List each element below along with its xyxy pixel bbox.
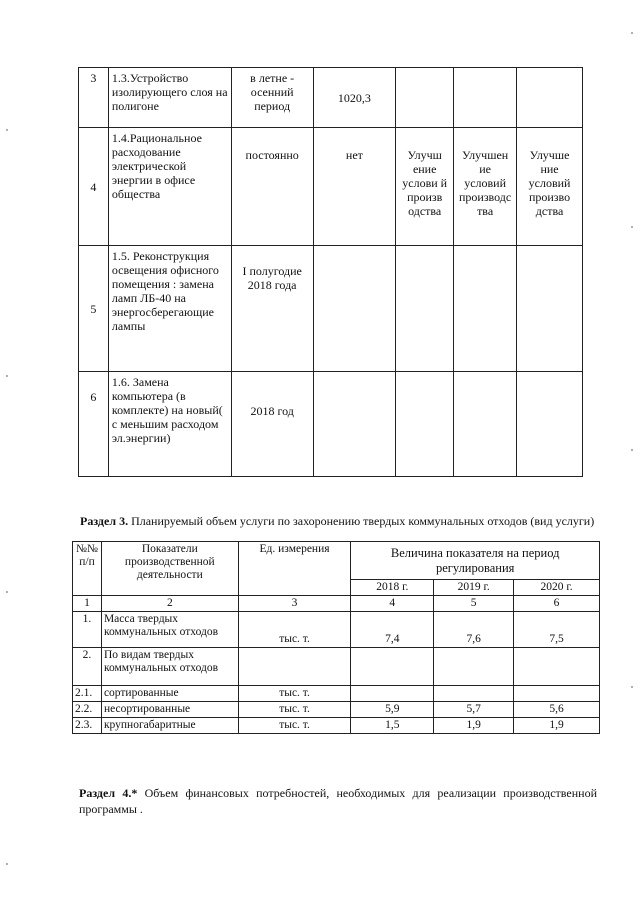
measure-result-3 — [517, 372, 583, 477]
indicator-value-2018 — [351, 686, 434, 702]
measure-value — [313, 372, 396, 477]
index-cell: 6 — [514, 596, 600, 612]
index-cell: 4 — [351, 596, 434, 612]
scan-dot — [631, 32, 633, 34]
indicator-value-2019 — [434, 648, 514, 686]
section-3-heading — [80, 514, 600, 528]
indicator-value-2018: 5,9 — [351, 702, 434, 718]
table-row — [73, 612, 600, 648]
header-year: 2018 г. — [351, 580, 434, 596]
indicator-value-2020: 5,6 — [514, 702, 600, 718]
row-number: 1. — [73, 612, 102, 648]
header-year: 2019 г. — [434, 580, 514, 596]
measure-result-2 — [454, 246, 517, 372]
indicator-value-2018: 7,4 — [351, 612, 434, 648]
scan-dot — [631, 686, 633, 688]
measure-period: в летне - осенний период — [231, 68, 313, 128]
section-4-label: Раздел 4.* — [79, 786, 138, 800]
measure-value: 1020,3 — [313, 68, 396, 128]
measures-table — [78, 67, 583, 477]
row-number: 2. — [73, 648, 102, 686]
indicator-unit: тыс. т. — [238, 686, 351, 702]
measure-result-1 — [396, 68, 454, 128]
row-number: 3 — [79, 68, 109, 128]
indicator-value-2020 — [514, 648, 600, 686]
measure-period: I полугодие 2018 года — [231, 246, 313, 372]
scan-dot — [6, 863, 8, 865]
measure-result-2 — [454, 372, 517, 477]
header-number: №№ п/п — [73, 542, 102, 596]
indicator-value-2018 — [351, 648, 434, 686]
indicator-value-2018: 1,5 — [351, 718, 434, 734]
table-header-row — [73, 542, 600, 580]
measure-name: 1.6. Замена компьютера (в комплекте) на новый( с меньшим расходом эл.энергии) — [108, 372, 231, 477]
scan-dot — [631, 449, 633, 451]
row-number: 2.3. — [73, 718, 102, 734]
scan-dot — [6, 375, 8, 377]
header-unit: Ед. измерения — [238, 542, 351, 596]
measure-result-2: Улучшен ие условий производс тва — [454, 128, 517, 246]
table-row — [79, 68, 583, 128]
indicator-value-2020: 1,9 — [514, 718, 600, 734]
scan-dot — [631, 226, 633, 228]
indicator-name: Масса твердых коммунальных отходов — [101, 612, 238, 648]
indicator-name: По видам твердых коммунальных отходов — [101, 648, 238, 686]
row-number: 2.2. — [73, 702, 102, 718]
indicator-name: крупногабаритные — [101, 718, 238, 734]
section-4-text: Объем финансовых потребностей, необходимых для реализации производственной программы . — [79, 786, 597, 816]
measure-name: 1.3.Устройство изолирующего слоя на полигоне — [108, 68, 231, 128]
measure-value — [313, 246, 396, 372]
section-3-text: Планируемый объем услуги по захоронению твердых коммунальных отходов (вид услуги) — [128, 514, 595, 528]
indicator-value-2019 — [434, 686, 514, 702]
indicator-value-2019: 5,7 — [434, 702, 514, 718]
header-value-group — [351, 542, 600, 580]
measure-value: нет — [313, 128, 396, 246]
index-cell: 3 — [238, 596, 351, 612]
header-value-group-text: Величина показателя на период регулирования — [390, 545, 560, 575]
indicator-value-2019: 7,6 — [434, 612, 514, 648]
volume-table — [72, 541, 600, 734]
table-row — [73, 648, 600, 686]
measure-result-1: Улучш ение услови й произв одства — [396, 128, 454, 246]
scan-dot — [6, 591, 8, 593]
row-number: 2.1. — [73, 686, 102, 702]
measure-result-1 — [396, 372, 454, 477]
indicator-value-2019: 1,9 — [434, 718, 514, 734]
indicator-name: сортированные — [101, 686, 238, 702]
indicator-unit — [238, 648, 351, 686]
row-number: 6 — [79, 372, 109, 477]
header-year: 2020 г. — [514, 580, 600, 596]
measure-result-2 — [454, 68, 517, 128]
table-row — [73, 718, 600, 734]
table-row — [79, 372, 583, 477]
indicator-name: несортированные — [101, 702, 238, 718]
measure-name: 1.4.Рациональное расходование электрической энергии в офисе общества — [108, 128, 231, 246]
indicator-value-2020 — [514, 686, 600, 702]
table-row — [79, 128, 583, 246]
row-number: 4 — [79, 128, 109, 246]
indicator-unit: тыс. т. — [238, 612, 351, 648]
scan-dot — [6, 129, 8, 131]
indicator-value-2020: 7,5 — [514, 612, 600, 648]
table-row — [79, 246, 583, 372]
indicator-unit: тыс. т. — [238, 702, 351, 718]
measure-name: 1.5. Реконструкция освещения офисного помещения : замена ламп ЛБ-40 на энергосберегающие лампы — [108, 246, 231, 372]
measure-period: 2018 год — [231, 372, 313, 477]
measure-result-3: Улучше ние условий произво дства — [517, 128, 583, 246]
index-cell: 5 — [434, 596, 514, 612]
table-index-row — [73, 596, 600, 612]
measure-result-1 — [396, 246, 454, 372]
section-3-label: Раздел 3. — [80, 514, 129, 528]
header-indicator: Показатели производственной деятельности — [101, 542, 238, 596]
measure-result-3 — [517, 68, 583, 128]
row-number: 5 — [79, 246, 109, 372]
measure-result-3 — [517, 246, 583, 372]
section-4-heading — [79, 785, 597, 817]
index-cell: 1 — [73, 596, 102, 612]
measure-period: постоянно — [231, 128, 313, 246]
index-cell: 2 — [101, 596, 238, 612]
table-row — [73, 686, 600, 702]
indicator-unit: тыс. т. — [238, 718, 351, 734]
table-row — [73, 702, 600, 718]
